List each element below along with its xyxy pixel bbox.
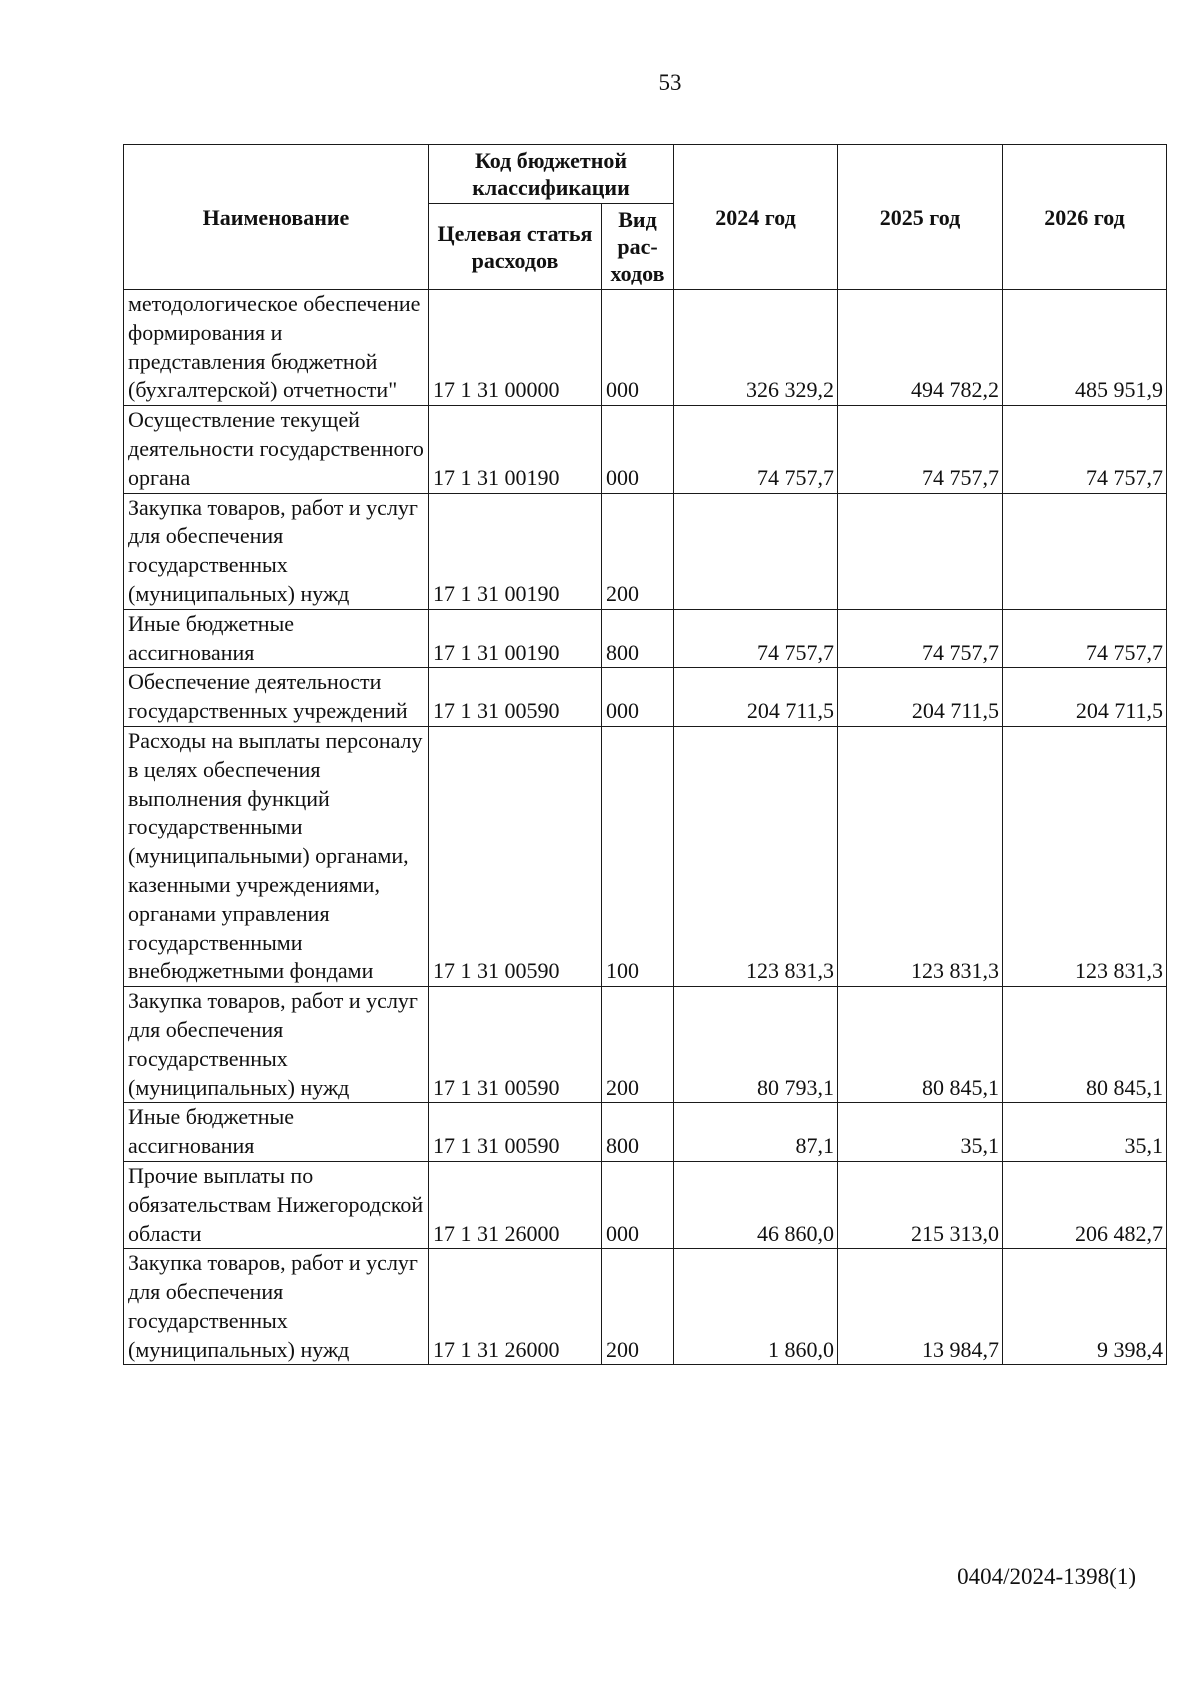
table-body <box>124 290 1167 1365</box>
table-row <box>124 493 1167 609</box>
row-kind-code: 000 <box>602 668 674 727</box>
row-value-2025: 74 757,7 <box>838 406 1003 493</box>
row-value-2025: 494 782,2 <box>838 290 1003 406</box>
row-value-2025: 204 711,5 <box>838 668 1003 727</box>
row-kind-code: 200 <box>602 493 674 609</box>
header-2024: 2024 год <box>674 145 838 290</box>
table-row <box>124 290 1167 406</box>
row-target-code: 17 1 31 00190 <box>429 609 602 668</box>
row-value-2025 <box>838 493 1003 609</box>
row-target-code: 17 1 31 00190 <box>429 493 602 609</box>
row-value-2026: 204 711,5 <box>1003 668 1167 727</box>
row-value-2024: 74 757,7 <box>674 609 838 668</box>
row-value-2024: 326 329,2 <box>674 290 838 406</box>
row-name: Закупка товаров, работ и услуг для обеспечения государственных (муниципальных) нужд <box>124 987 429 1103</box>
row-value-2025: 74 757,7 <box>838 609 1003 668</box>
row-kind-code: 200 <box>602 987 674 1103</box>
header-2025: 2025 год <box>838 145 1003 290</box>
row-target-code: 17 1 31 26000 <box>429 1249 602 1365</box>
row-value-2026: 485 951,9 <box>1003 290 1167 406</box>
row-value-2024: 87,1 <box>674 1103 838 1162</box>
page-number: 53 <box>658 70 682 95</box>
header-2026: 2026 год <box>1003 145 1167 290</box>
row-kind-code: 000 <box>602 290 674 406</box>
row-value-2024: 74 757,7 <box>674 406 838 493</box>
row-kind-code: 100 <box>602 726 674 986</box>
row-kind-code: 000 <box>602 1161 674 1248</box>
table-row <box>124 726 1167 986</box>
row-value-2024: 46 860,0 <box>674 1161 838 1248</box>
row-kind-code: 000 <box>602 406 674 493</box>
row-value-2024: 123 831,3 <box>674 726 838 986</box>
row-name: Осуществление текущей деятельности государственного органа <box>124 406 429 493</box>
table-row <box>124 1161 1167 1248</box>
row-target-code: 17 1 31 26000 <box>429 1161 602 1248</box>
row-kind-code: 800 <box>602 609 674 668</box>
table-row <box>124 406 1167 493</box>
row-target-code: 17 1 31 00590 <box>429 987 602 1103</box>
row-target-code: 17 1 31 00000 <box>429 290 602 406</box>
row-value-2026: 206 482,7 <box>1003 1161 1167 1248</box>
row-value-2026: 74 757,7 <box>1003 609 1167 668</box>
table-row <box>124 1249 1167 1365</box>
row-name: Прочие выплаты по обязательствам Нижегородской области <box>124 1161 429 1248</box>
row-name: методологическое обеспечение формирования и представления бюджетной (бухгалтерской) отчетности" <box>124 290 429 406</box>
row-kind-code: 800 <box>602 1103 674 1162</box>
budget-table <box>123 144 1167 1365</box>
table-row <box>124 609 1167 668</box>
row-value-2024: 80 793,1 <box>674 987 838 1103</box>
header-target: Целевая статья расходов <box>429 204 602 290</box>
row-value-2024: 1 860,0 <box>674 1249 838 1365</box>
row-value-2026 <box>1003 493 1167 609</box>
row-value-2026: 9 398,4 <box>1003 1249 1167 1365</box>
row-value-2025: 80 845,1 <box>838 987 1003 1103</box>
table-row <box>124 987 1167 1103</box>
row-target-code: 17 1 31 00590 <box>429 1103 602 1162</box>
row-value-2026: 123 831,3 <box>1003 726 1167 986</box>
table-row <box>124 1103 1167 1162</box>
document-id: 0404/2024-1398(1) <box>957 1564 1136 1589</box>
row-value-2026: 74 757,7 <box>1003 406 1167 493</box>
header-code-group: Код бюджетной классификации <box>429 145 674 204</box>
row-value-2025: 215 313,0 <box>838 1161 1003 1248</box>
row-target-code: 17 1 31 00590 <box>429 726 602 986</box>
row-name: Иные бюджетные ассигнования <box>124 609 429 668</box>
row-name: Иные бюджетные ассигнования <box>124 1103 429 1162</box>
row-name: Закупка товаров, работ и услуг для обеспечения государственных (муниципальных) нужд <box>124 493 429 609</box>
row-value-2025: 35,1 <box>838 1103 1003 1162</box>
row-value-2025: 123 831,3 <box>838 726 1003 986</box>
row-value-2026: 80 845,1 <box>1003 987 1167 1103</box>
header-row-1 <box>124 145 1167 204</box>
row-kind-code: 200 <box>602 1249 674 1365</box>
header-name: Наименование <box>124 145 429 290</box>
row-target-code: 17 1 31 00190 <box>429 406 602 493</box>
header-kind: Вид рас-ходов <box>602 204 674 290</box>
row-name: Закупка товаров, работ и услуг для обеспечения государственных (муниципальных) нужд <box>124 1249 429 1365</box>
row-value-2026: 35,1 <box>1003 1103 1167 1162</box>
row-target-code: 17 1 31 00590 <box>429 668 602 727</box>
row-value-2024: 204 711,5 <box>674 668 838 727</box>
row-name: Обеспечение деятельности государственных учреждений <box>124 668 429 727</box>
row-value-2024 <box>674 493 838 609</box>
row-value-2025: 13 984,7 <box>838 1249 1003 1365</box>
table-row <box>124 668 1167 727</box>
row-name: Расходы на выплаты персоналу в целях обеспечения выполнения функций государственными (муниципальными) органами, казенными учреждениями, органами управления государственными внебюджетными фондами <box>124 726 429 986</box>
